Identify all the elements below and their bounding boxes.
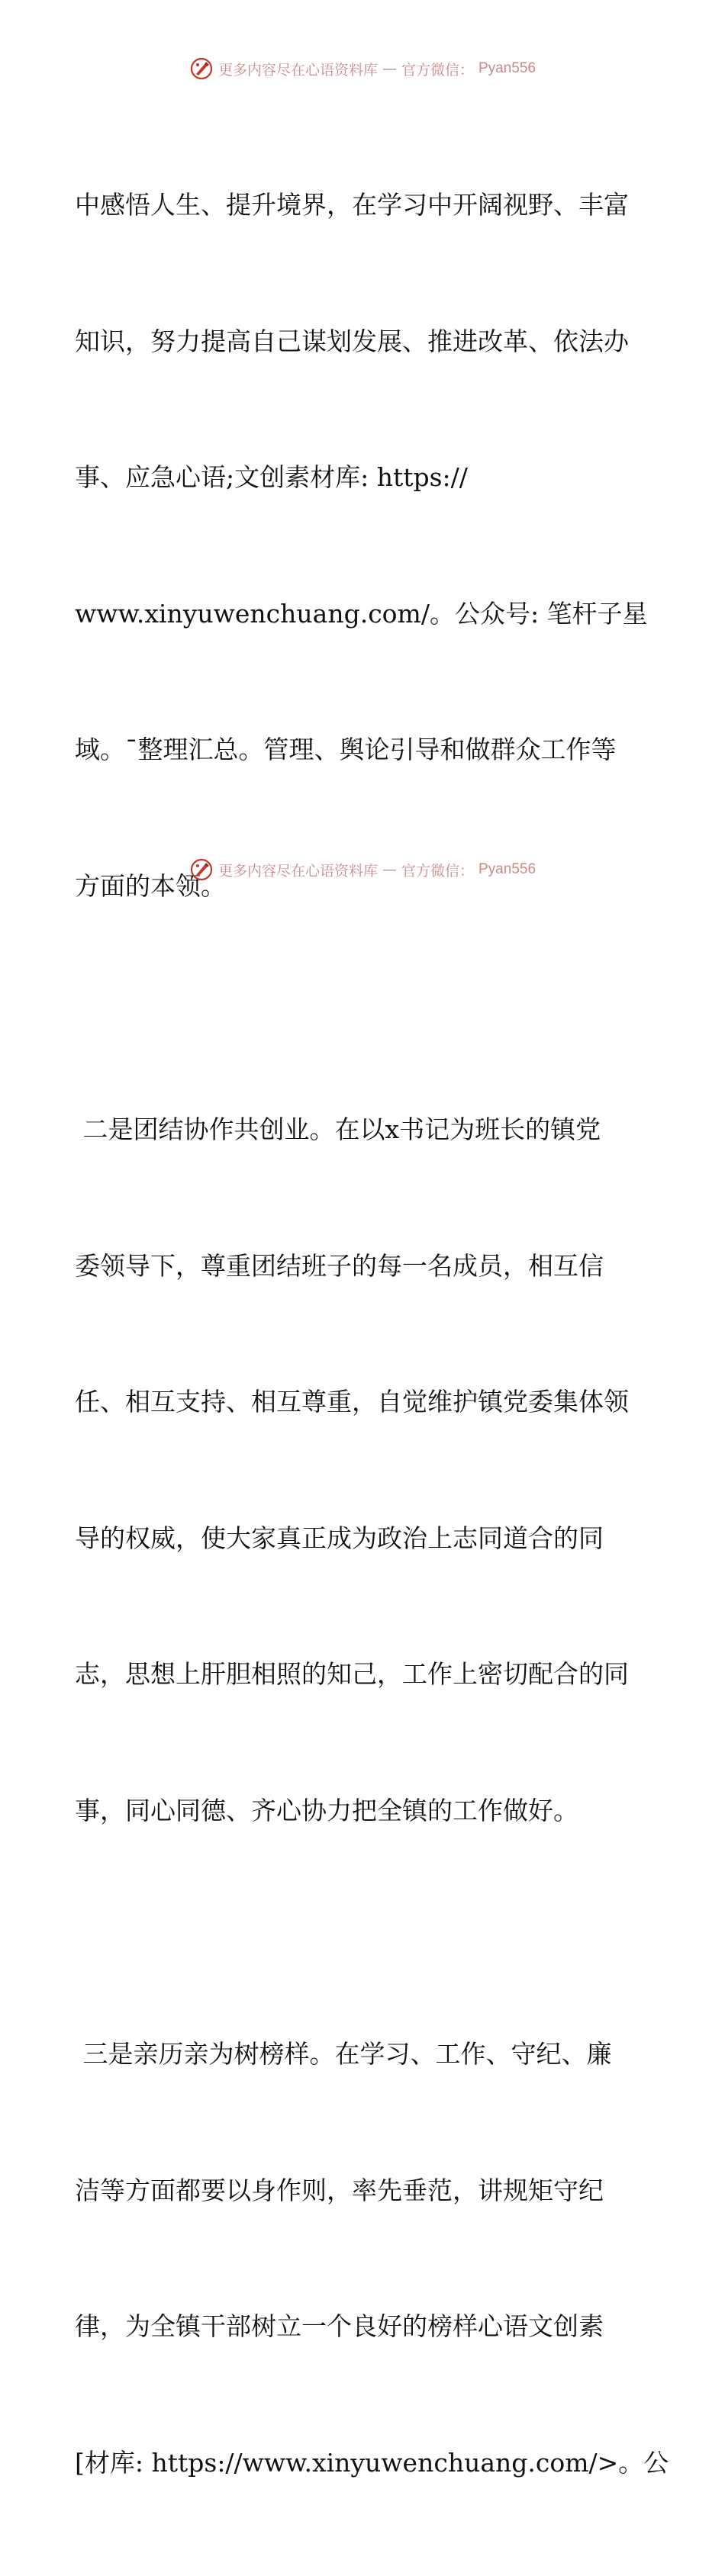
- pen-logo-icon: [189, 857, 214, 882]
- text-line: 律，为全镇干部树立一个良好的榜样心语文创素: [75, 2311, 604, 2341]
- text-line: 中感悟人生、提升境界，在学习中开阔视野、丰富: [75, 190, 629, 220]
- text-line: 方面的本领。: [75, 870, 226, 901]
- paragraph-3: [75, 1941, 669, 2576]
- watermark-dash: —: [382, 60, 397, 77]
- text-line: 委领导下，尊重团结班子的每一名成员，相互信: [75, 1250, 604, 1281]
- paragraph-2: [75, 1016, 655, 1924]
- header-watermark: [0, 56, 725, 81]
- text-line: 志，思想上肝胆相照的知己，工作上密切配合的同: [75, 1659, 629, 1689]
- document-body: [75, 92, 669, 2576]
- text-line: 三是亲历亲为树榜样。在学习、工作、守纪、廉: [75, 2039, 612, 2069]
- watermark-label: 更多内容尽在心语资料库: [218, 862, 378, 880]
- text-line: www.xinyuwenchuang.com/。公众号: 笔杆子星: [75, 598, 648, 629]
- footer-watermark: [0, 857, 725, 882]
- text-line: 域。¯整理汇总。管理、舆论引导和做群众工作等: [75, 735, 617, 764]
- text-line: 事，同心同德、齐心协力把全镇的工作做好。: [75, 1795, 578, 1825]
- text-line: 二是团结协作共创业。在以x书记为班长的镇党: [75, 1114, 601, 1144]
- text-line: 洁等方面都要以身作则，率先垂范，讲规矩守纪: [75, 2175, 604, 2205]
- watermark-dash: —: [382, 861, 397, 878]
- text-line: 导的权威，使大家真正成为政治上志同道合的同: [75, 1523, 604, 1553]
- watermark-wechat-label: 官方微信：: [401, 61, 474, 79]
- text-line: 知识，努力提高自己谋划发展、推进改革、依法办: [75, 326, 629, 356]
- watermark-wechat-id: Pyan556: [478, 60, 536, 76]
- watermark-label: 更多内容尽在心语资料库: [218, 61, 378, 79]
- text-line: [材库: https://www.xinyuwenchuang.com/>。公: [75, 2447, 669, 2478]
- watermark-wechat-id: Pyan556: [478, 861, 536, 877]
- watermark-wechat-label: 官方微信：: [401, 862, 474, 880]
- text-line: 事、应急心语;文创素材库: https://: [75, 462, 468, 492]
- pen-logo-icon: [189, 56, 214, 81]
- text-line: 任、相互支持、相互尊重，自觉维护镇党委集体领: [75, 1387, 629, 1417]
